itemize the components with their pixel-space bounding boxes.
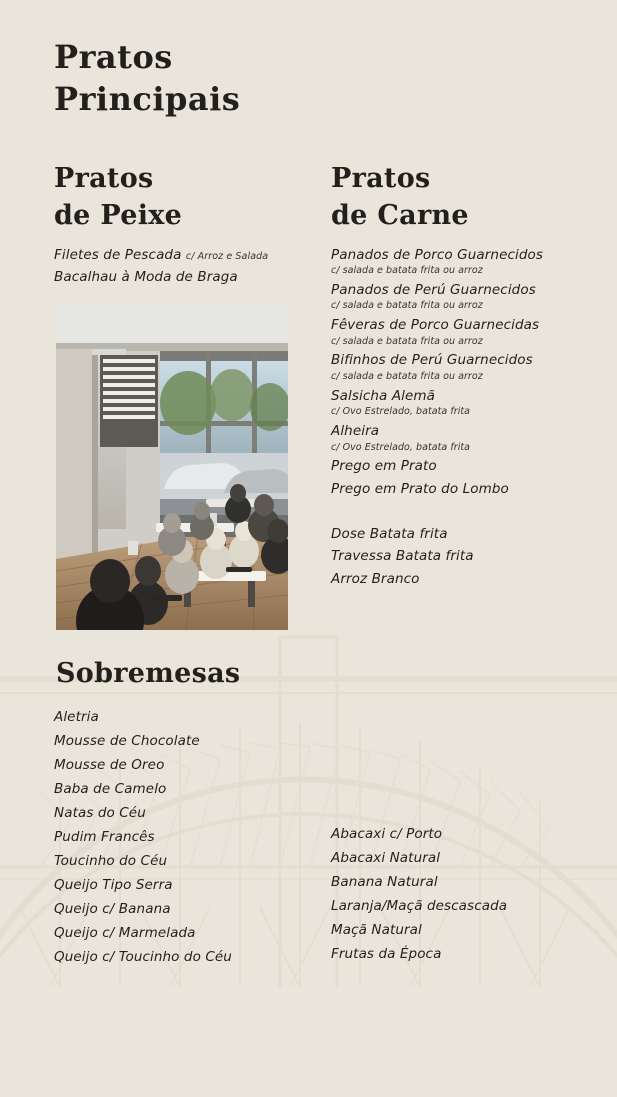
item-label: Bifinhos de Perú Guarnecidos <box>331 352 533 369</box>
list-item: Queijo c/ Toucinho do Céu <box>54 949 232 966</box>
list-item <box>331 350 581 383</box>
list-item <box>331 386 581 419</box>
page-title <box>54 36 240 120</box>
list-item <box>54 245 304 266</box>
section-title-sobremesas <box>56 655 240 692</box>
list-item: Frutas da Época <box>331 946 442 963</box>
list-item: Queijo c/ Banana <box>54 901 171 918</box>
item-label: Dose Batata frita <box>331 525 448 542</box>
section-title-carne-line1: Pratos <box>331 163 431 194</box>
item-label: Alheira <box>331 423 380 440</box>
list-item: Abacaxi c/ Porto <box>331 826 443 842</box>
list-item: Mousse de Oreo <box>54 757 165 774</box>
list-item: Baba de Camelo <box>54 781 167 798</box>
list-item: Banana Natural <box>331 874 438 891</box>
item-sublabel: c/ Ovo Estrelado, batata frita <box>331 406 471 418</box>
section-title-peixe-line1: Pratos <box>54 163 154 194</box>
section-title-carne-line2: de Carne <box>331 200 469 232</box>
list-item: Laranja/Maçã descascada <box>331 898 508 915</box>
item-label: Prego em Prato <box>331 458 437 475</box>
list-item: Abacaxi Natural <box>331 850 441 867</box>
item-label: Bacalhau à Moda de Braga <box>54 269 238 286</box>
item-sublabel: c/ salada e batata frita ou arroz <box>331 265 483 277</box>
section-title-peixe-line2: de Peixe <box>54 200 183 232</box>
list-spacer <box>331 502 581 524</box>
list-item: Natas do Céu <box>54 805 146 822</box>
list-item <box>331 569 581 590</box>
item-sublabel: c/ Arroz e Salada <box>185 250 269 262</box>
list-item: Pudim Francês <box>54 829 155 846</box>
section-title-sobremesas-label: Sobremesas <box>56 658 241 689</box>
list-item: Aletria <box>54 709 99 725</box>
restaurant-interior-photo <box>56 303 288 630</box>
list-item <box>331 245 581 278</box>
sobremesas-left-list <box>54 705 314 969</box>
list-item <box>331 546 581 567</box>
page-title-line2: Principais <box>54 80 241 119</box>
item-label: Travessa Batata frita <box>331 548 474 565</box>
page-title-line1: Pratos <box>54 38 173 76</box>
list-item <box>331 479 581 500</box>
item-label: Arroz Branco <box>331 570 420 587</box>
list-item <box>331 524 581 545</box>
item-label: Salsicha Alemã <box>331 387 436 404</box>
sobremesas-right-list <box>331 822 591 966</box>
item-label: Panados de Porco Guarnecidos <box>331 246 544 263</box>
list-item: Maçã Natural <box>331 922 422 939</box>
list-item: Mousse de Chocolate <box>54 733 200 750</box>
item-sublabel: c/ salada e batata frita ou arroz <box>331 335 483 347</box>
list-item <box>331 456 581 477</box>
item-label: Fêveras de Porco Guarnecidas <box>331 317 540 334</box>
section-pratos-de-carne <box>331 160 581 591</box>
peixe-item-list <box>54 245 304 288</box>
list-item: Queijo c/ Marmelada <box>54 925 196 942</box>
list-item <box>331 315 581 348</box>
item-sublabel: c/ salada e batata frita ou arroz <box>331 371 483 382</box>
list-item <box>331 280 581 313</box>
section-title-peixe <box>54 160 304 235</box>
list-item <box>54 267 304 288</box>
item-label: Filetes de Pescada <box>54 246 182 263</box>
item-label: Prego em Prato do Lombo <box>331 480 509 497</box>
section-title-carne <box>331 160 581 235</box>
section-pratos-de-peixe <box>54 160 304 290</box>
list-item <box>331 421 581 454</box>
list-item: Toucinho do Céu <box>54 853 168 870</box>
carne-item-list <box>331 245 581 590</box>
item-label: Panados de Perú Guarnecidos <box>331 281 536 298</box>
item-sublabel: c/ salada e batata frita ou arroz <box>331 300 483 312</box>
list-item: Queijo Tipo Serra <box>54 877 173 894</box>
item-sublabel: c/ Ovo Estrelado, batata frita <box>331 441 471 453</box>
